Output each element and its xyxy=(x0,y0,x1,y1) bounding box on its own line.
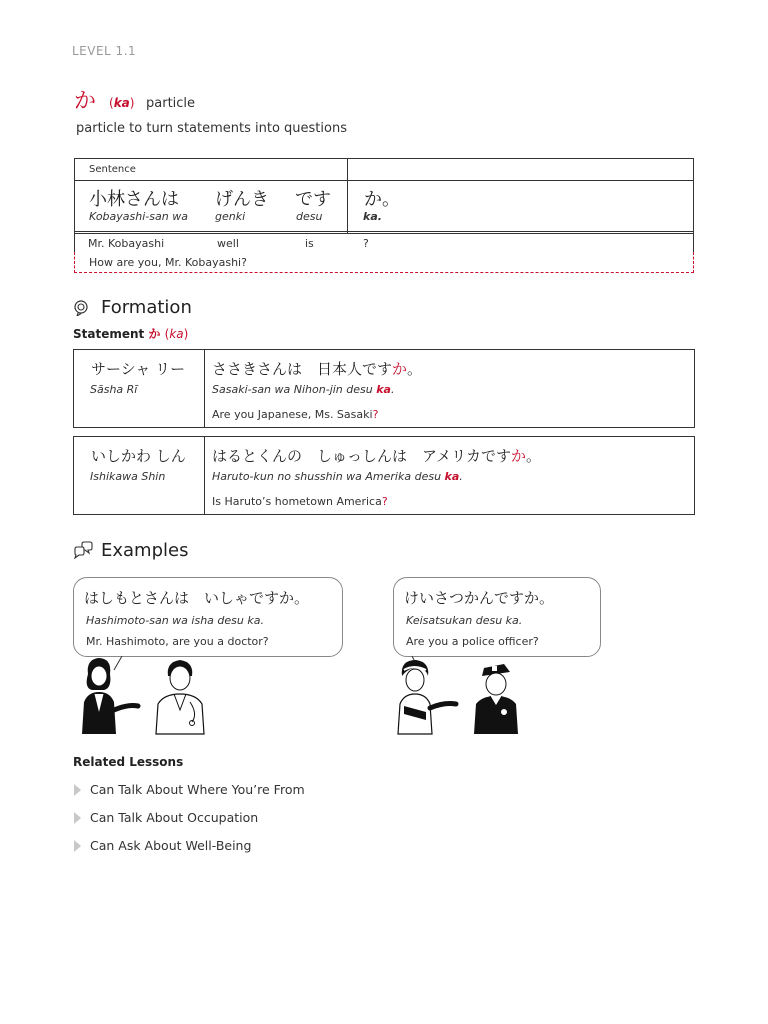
sentence-word-romaji: genki xyxy=(215,210,246,223)
woman-doctor-illustration xyxy=(78,654,218,740)
sentence-translation: How are you, Mr. Kobayashi? xyxy=(89,256,247,269)
example-bubble xyxy=(393,577,601,657)
sentence-word-jp-ka: か。 xyxy=(364,189,400,210)
sentence-word-gloss: is xyxy=(305,237,314,250)
formation-icon xyxy=(73,300,89,320)
sentence-word-gloss: Mr. Kobayashi xyxy=(88,237,165,250)
formation-title: Formation xyxy=(101,297,192,318)
example-bubble xyxy=(73,577,343,657)
entry-type: particle xyxy=(146,96,196,111)
example-jp: はしもとさんは いしゃですか。 xyxy=(84,589,310,607)
examples-title: Examples xyxy=(101,540,189,561)
sentence-translation-box xyxy=(74,252,694,273)
formation-row xyxy=(73,349,695,428)
sentence-word-jp: です xyxy=(295,189,331,210)
sentence-table xyxy=(74,158,694,234)
sentence-header-label: Sentence xyxy=(89,164,136,175)
speaker-name: いしかわ しん xyxy=(91,447,186,465)
sentence-word-jp: げんき xyxy=(215,189,269,210)
formation-jp: ささきさんは 日本人ですか。 xyxy=(212,360,423,378)
speaker-name-romaji: Sāsha Rī xyxy=(90,383,138,396)
example-romaji: Keisatsukan desu ka. xyxy=(406,614,523,627)
formation-english: Are you Japanese, Ms. Sasaki? xyxy=(212,408,379,421)
sentence-word-romaji: Kobayashi-san wa xyxy=(89,210,188,223)
example-english: Mr. Hashimoto, are you a doctor? xyxy=(86,635,269,648)
triangle-bullet-icon xyxy=(74,784,81,796)
related-lessons-title: Related Lessons xyxy=(73,755,184,769)
formation-row-divider xyxy=(204,350,205,427)
related-lesson-link[interactable]: Can Talk About Where You’re From xyxy=(74,782,305,797)
sentence-word-gloss-q: ? xyxy=(363,237,369,250)
formation-romaji: Sasaki-san wa Nihon-jin desu ka. xyxy=(212,383,395,396)
entry-kana: か xyxy=(74,89,97,114)
entry-romaji: (ka) xyxy=(109,96,135,110)
formation-english: Is Haruto’s hometown America? xyxy=(212,495,388,508)
sentence-word-romaji-ka: ka. xyxy=(363,210,382,223)
entry-definition: particle to turn statements into questions xyxy=(76,121,347,136)
sentence-word-romaji: desu xyxy=(296,210,323,223)
triangle-bullet-icon xyxy=(74,812,81,824)
formation-romaji: Haruto-kun no shusshin wa Amerika desu ka. xyxy=(212,470,463,483)
gloss-row-border xyxy=(693,234,694,252)
sentence-table-bottomline xyxy=(75,231,693,232)
formation-statement-label: Statement か (ka) xyxy=(73,327,189,341)
sentence-table-divider xyxy=(347,159,348,233)
sentence-word-gloss: well xyxy=(217,237,239,250)
level-label: LEVEL 1.1 xyxy=(72,44,137,58)
formation-row-divider xyxy=(204,437,205,514)
formation-jp: はるとくんの しゅっしんは アメリカですか。 xyxy=(212,447,541,465)
related-lesson-link[interactable]: Can Ask About Well-Being xyxy=(74,838,251,853)
triangle-bullet-icon xyxy=(74,840,81,852)
woman-police-illustration xyxy=(392,654,532,740)
example-romaji: Hashimoto-san wa isha desu ka. xyxy=(86,614,264,627)
speaker-name-romaji: Ishikawa Shin xyxy=(90,470,166,483)
example-jp: けいさつかんですか。 xyxy=(404,589,555,607)
speaker-name: サーシャ リー xyxy=(91,360,186,378)
example-english: Are you a police officer? xyxy=(406,635,539,648)
examples-icon xyxy=(73,541,93,563)
related-lesson-link[interactable]: Can Talk About Occupation xyxy=(74,810,258,825)
sentence-gloss-row xyxy=(74,234,694,252)
sentence-table-header xyxy=(75,159,693,181)
formation-row xyxy=(73,436,695,515)
sentence-word-jp: 小林さんは xyxy=(89,189,179,210)
gloss-row-border xyxy=(74,234,75,252)
